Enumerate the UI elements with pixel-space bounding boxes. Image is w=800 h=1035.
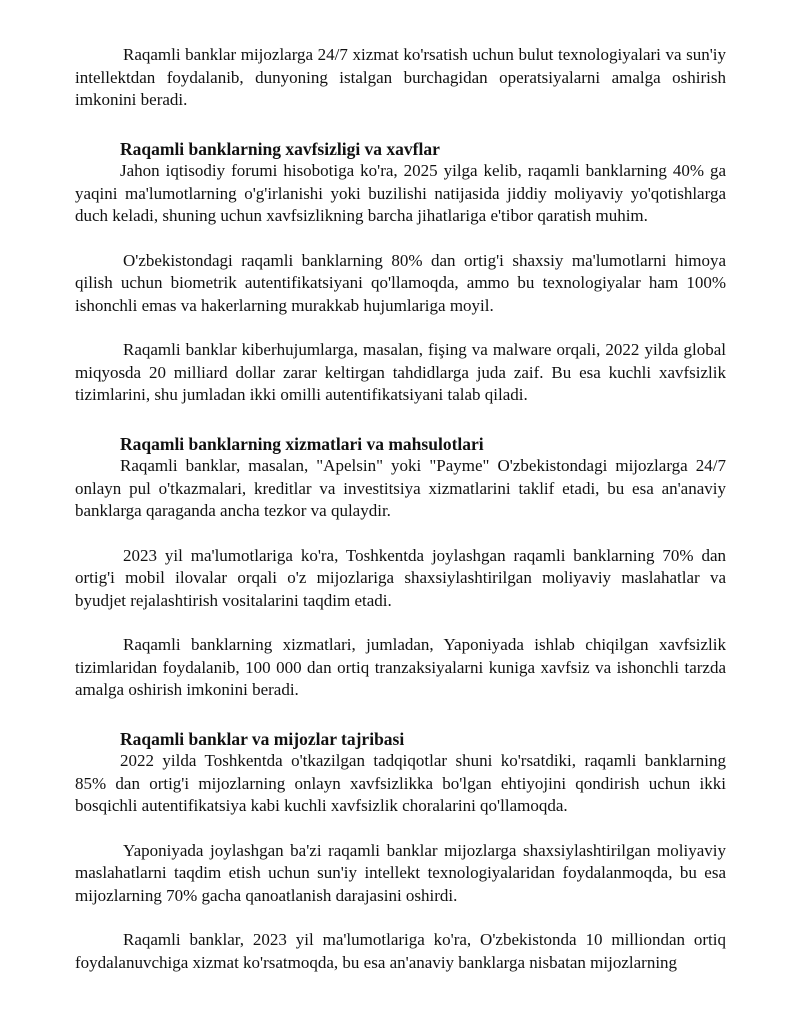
paragraph-transactions: Raqamli banklarning xizmatlari, jumladan, Yaponiyada ishlab chiqilgan xavfsizlik tizimlaridan foydalanib, 100 000 dan ortiq tranzaksiyalarni kuniga xavfsiz va ishonchli tarzda amalga oshirish imkonini beradi.: [75, 635, 726, 699]
paragraph-mobile-apps: 2023 yil ma'lumotlariga ko'ra, Toshkentda joylashgan raqamli banklarning 70% dan ortig'i mobil ilovalar orqali o'z mijozlariga shaxsiylashtirilgan moliyaviy maslahatlar va byudjet rejalashtirish vositalarini taqdim etadi.: [75, 545, 726, 610]
paragraph-cloud-ai: Raqamli banklar mijozlarga 24/7 xizmat ko'rsatish uchun bulut texnologiyalari va sun'iy intellektdan foydalanib, dunyoning istalgan burchagidan operatsiyalarni amalga oshirish imkonini beradi.: [75, 45, 726, 109]
paragraph-biometric-auth: O'zbekistondagi raqamli banklarning 80% dan ortig'i shaxsiy ma'lumotlarni himoya qilish uchun biometrik autentifikatsiyani qo'llamoqda, ammo bu texnologiyalar ham 100% ishonchli emas va hakerlarning murakkab hujumlariga moyil.: [75, 250, 726, 315]
paragraph-wef-report: Jahon iqtisodiy forumi hisobotiga ko'ra, 2025 yilga kelib, raqamli banklarning 40% ga yaqini ma'lumotlarning o'g'irlanishi yoki buzilishi natijasida jiddiy moliyaviy yo'qotishlarga duch keladi, shuning uchun xavfsizlikning barcha jihatlariga e'tibor qaratish muhim.: [75, 161, 726, 225]
paragraph-cyberattacks: Raqamli banklar kiberhujumlarga, masalan, fişing va malware orqali, 2022 yilda global miqyosda 20 milliard dollar zarar keltirgan tahdidlarga juda zaif. Bu esa kuchli xavfsizlik tizimlarini, shu jumladan ikki omilli autentifikatsiyani talab qiladi.: [75, 340, 726, 404]
heading-services-products: Raqamli banklarning xizmatlari va mahsulotlari: [120, 433, 484, 454]
heading-security-risks: Raqamli banklarning xavfsizligi va xavflar: [120, 138, 440, 159]
paragraph-users-count: Raqamli banklar, 2023 yil ma'lumotlariga ko'ra, O'zbekistonda 10 milliondan ortiq foydalanuvchiga xizmat ko'rsatmoqda, bu esa an'anaviy banklarga nisbatan mijozlarning: [75, 930, 726, 972]
paragraph-two-factor: 2022 yilda Toshkentda o'tkazilgan tadqiqotlar shuni ko'rsatdiki, raqamli banklarning 85% dan ortig'i mijozlarning onlayn xavfsizlikka bo'lgan ehtiyojini qondirish uchun ikki bosqichli autentifikatsiya kabi kuchli xavfsizlik choralarini qo'llamoqda.: [75, 751, 726, 815]
heading-customer-experience: Raqamli banklar va mijozlar tajribasi: [120, 728, 405, 749]
paragraph-japan-ai: Yaponiyada joylashgan ba'zi raqamli banklar mijozlarga shaxsiylashtirilgan moliyaviy maslahatlarni taqdim etish uchun sun'iy intellekt texnologiyalaridan foydalanmoqda, bu esa mijozlarning 70% gacha qanoatlanish darajasini oshirdi.: [75, 840, 726, 905]
paragraph-apelsin-payme: Raqamli banklar, masalan, "Apelsin" yoki "Payme" O'zbekistondagi mijozlarga 24/7 onlayn pul o'tkazmalari, kreditlar va investitsiya xizmatlarini taklif etadi, bu esa an'anaviy banklarga qaraganda ancha tezkor va qulaydir.: [75, 456, 726, 520]
